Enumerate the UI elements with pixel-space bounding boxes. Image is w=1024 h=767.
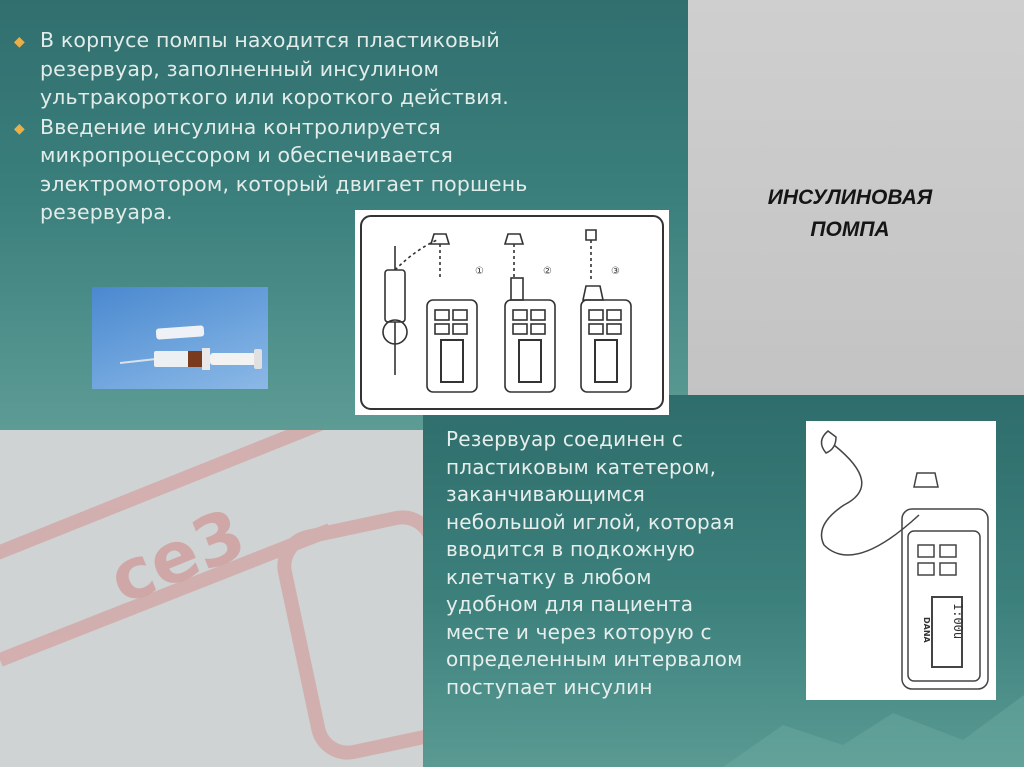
bullet-list: [14, 26, 614, 228]
pump-refill-diagram: [355, 210, 669, 415]
diagram-step-label: ②: [543, 266, 552, 277]
syringe-photo: [92, 287, 268, 389]
diagram-step-label: ①: [475, 266, 484, 277]
background-lower-left: [0, 430, 430, 767]
refill-steps-illustration: [355, 210, 669, 415]
bullet-text: В корпусе помпы находится пластиковый резервуар, заполненный инсулином ультракороткого или короткого действия.: [40, 28, 509, 109]
bullet-text: Введение инсулина контролируется микропроцессором и обеспечивается электромотором, который двигает поршень резервуара.: [40, 114, 528, 224]
insulin-pump-illustration: [806, 421, 996, 700]
catheter-description: Резервуар соединен с пластиковым катетером, заканчивающимся небольшой иглой, которая вводится в подкожную клетчатку в любом удобном для пациента месте и через которую с определенным интервалом поступает инсулин: [446, 427, 743, 699]
pump-display-text: 1:00u: [951, 603, 965, 640]
slide-title: ИНСУЛИНОВАЯ ПОМПА: [767, 186, 933, 241]
bullet-item: [14, 26, 614, 112]
insulin-pump-icon: [806, 421, 996, 700]
svg-text:ce3: ce3: [97, 492, 257, 621]
diamond-bullet-icon: ◆: [14, 34, 25, 50]
diamond-bullet-icon: ◆: [14, 120, 25, 137]
pump-brand-text: DANA: [922, 617, 931, 643]
diagram-step-label: ③: [611, 266, 620, 277]
watermark-stamp: [0, 430, 430, 767]
syringe-icon: [92, 287, 268, 389]
